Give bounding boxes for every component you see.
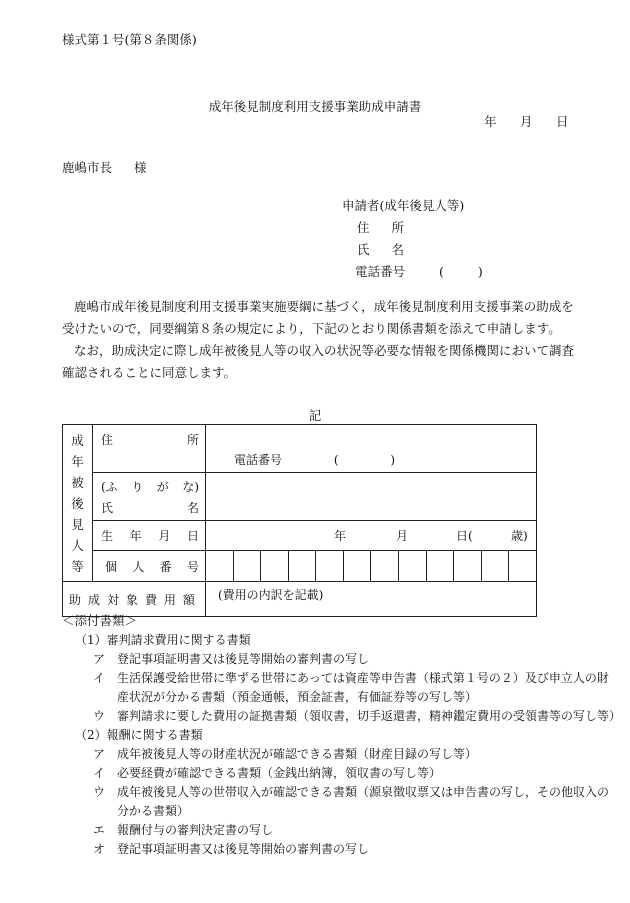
furigana-char: な)	[182, 479, 199, 494]
side-char: 年	[71, 453, 84, 469]
attachment-item: ア 成年被後見人等の財産状況が確認できる書類（財産目録の写し等）	[93, 747, 478, 761]
applicant-name-char: 氏	[357, 242, 370, 257]
digit-box[interactable]	[508, 551, 536, 581]
attachment-item: ア 登記事項証明書又は後見等開始の審判書の写し	[93, 652, 370, 666]
ward-phone	[206, 429, 536, 468]
name-label	[93, 499, 205, 516]
side-char: 人	[71, 537, 84, 553]
date-month: 月	[520, 114, 533, 129]
page-title: 成年後見制度利用支援事業助成申請書	[208, 99, 422, 114]
subsidy-note: (費用の内訳を記載)	[218, 588, 324, 602]
subsidy-value-cell[interactable]	[206, 582, 537, 617]
subsidy-char: 費	[144, 592, 157, 607]
subsidy-char: 対	[106, 592, 119, 607]
birth-day: 日(	[456, 528, 473, 543]
name-value-cell[interactable]	[206, 473, 537, 521]
attachment-item: 産状況が分かる書類（預金通帳，預金証書，有価証券等の写し等）	[93, 690, 478, 704]
side-char: 後	[71, 495, 84, 511]
addressee	[62, 158, 147, 176]
birth-char: 年	[129, 529, 142, 543]
furigana-char: (ふ	[101, 479, 118, 494]
mynumber-digit-boxes	[206, 551, 536, 581]
address-char: 住	[101, 432, 114, 447]
address-char: 所	[186, 432, 199, 447]
applicant-name-label	[357, 240, 404, 258]
attachment-item: 分かる書類）	[93, 804, 190, 818]
name-char: 名	[186, 500, 199, 515]
mynumber-char: 人	[132, 559, 145, 574]
applicant-heading: 申請者(成年後見人等)	[342, 198, 465, 213]
attachment-section-2	[75, 726, 609, 859]
subsidy-char: 用	[163, 592, 176, 607]
ki-mark: 記	[308, 408, 322, 423]
date-day: 日	[556, 114, 569, 129]
attachment-item: イ 生活保護受給世帯に準ずる世帯にあっては資産等申告書（様式第１号の２）及び申立人の財	[93, 671, 609, 685]
address-value-cell[interactable]	[206, 425, 537, 473]
subsidy-char: 象	[125, 592, 138, 607]
ward-phone-open: (	[333, 453, 339, 467]
applicant-name-char: 名	[391, 242, 405, 257]
birthdate-value-cell[interactable]	[206, 521, 537, 551]
subsidy-char: 成	[87, 592, 100, 607]
side-char: 見	[71, 516, 84, 532]
digit-box[interactable]	[343, 551, 371, 581]
digit-box[interactable]	[426, 551, 454, 581]
addressee-name: 鹿嶋市長	[62, 160, 113, 175]
birth-age: 歳)	[511, 528, 528, 543]
applicant-address-char: 住	[357, 220, 370, 235]
birth-char: 生	[101, 529, 114, 543]
digit-box[interactable]	[233, 551, 261, 581]
mynumber-value-cell	[206, 551, 537, 582]
side-label	[63, 425, 93, 582]
body-paragraph-1: 鹿嶋市成年後見制度利用支援事業実施要綱に基づく，成年後見制度利用支援事業の助成を受けたいので，同要綱第８条の規定により，下記のとおり関係書類を添えて申請します。	[62, 299, 574, 336]
applicant-phone-close: )	[477, 264, 483, 279]
mynumber-char: 号	[186, 559, 199, 574]
birthdate-label-cell	[93, 521, 206, 551]
applicant-address-label	[357, 218, 404, 236]
birth-char: 日	[186, 529, 199, 543]
ward-phone-close: )	[390, 453, 396, 467]
attachments-heading: ＜添付書類＞	[62, 613, 138, 628]
furigana-label	[93, 478, 205, 495]
name-label-cell	[93, 473, 206, 521]
applicant-phone	[355, 262, 483, 280]
birth-month: 月	[396, 528, 409, 543]
birth-year: 年	[334, 528, 347, 543]
ward-info-table	[62, 424, 537, 617]
digit-box[interactable]	[206, 551, 233, 581]
form-number: 様式第１号(第８条関係)	[62, 32, 197, 47]
mynumber-label-cell	[93, 551, 206, 582]
digit-box[interactable]	[398, 551, 426, 581]
applicant-address-char: 所	[391, 220, 405, 235]
furigana-char: り	[131, 479, 144, 494]
birth-char: 月	[158, 529, 171, 543]
digit-box[interactable]	[481, 551, 509, 581]
digit-box[interactable]	[370, 551, 398, 581]
section-label: （1）審判請求費用に関する書類	[75, 633, 251, 647]
body-paragraph-2: なお，助成決定に際し成年被後見人等の収入の状況等必要な情報を関係機関において調査確認されることに同意します。	[62, 343, 575, 380]
subsidy-char: 助	[69, 592, 82, 607]
date-year: 年	[484, 114, 497, 129]
section-label: （2）報酬に関する書類	[75, 728, 203, 742]
digit-box[interactable]	[315, 551, 343, 581]
digit-box[interactable]	[453, 551, 481, 581]
mynumber-char: 番	[159, 559, 172, 574]
applicant-phone-open: (	[439, 264, 444, 279]
ward-phone-label: 電話番号	[234, 453, 283, 467]
furigana-char: が	[156, 479, 169, 494]
digit-box[interactable]	[260, 551, 288, 581]
side-char: 成	[71, 432, 84, 448]
side-char: 等	[71, 558, 84, 574]
mynumber-char: 個	[105, 559, 118, 574]
addressee-suffix: 様	[134, 160, 147, 175]
digit-box[interactable]	[288, 551, 316, 581]
attachment-item: イ 必要経費が確認できる書類（金銭出納簿，領収書の写し等）	[93, 766, 442, 780]
attachment-item: ウ 審判請求に要した費用の証拠書類（領収書，切手返還書，精神鑑定費用の受領書等の写し等）	[93, 709, 622, 723]
address-label-cell	[93, 425, 206, 473]
attachment-item: ウ 成年被後見人等の世帯収入が確認できる書類（源泉徴収票又は申告書の写し，その他収入の	[93, 785, 610, 799]
attachment-item: エ 報酬付与の審判決定書の写し	[93, 823, 274, 837]
side-char: 被	[71, 474, 84, 490]
attachment-section-1	[75, 631, 621, 726]
name-char: 氏	[101, 500, 114, 515]
body-text	[62, 296, 582, 384]
attachment-item: オ 登記事項証明書又は後見等開始の審判書の写し	[93, 842, 370, 856]
subsidy-char: 額	[182, 592, 195, 607]
applicant-phone-label: 電話番号	[355, 264, 406, 279]
